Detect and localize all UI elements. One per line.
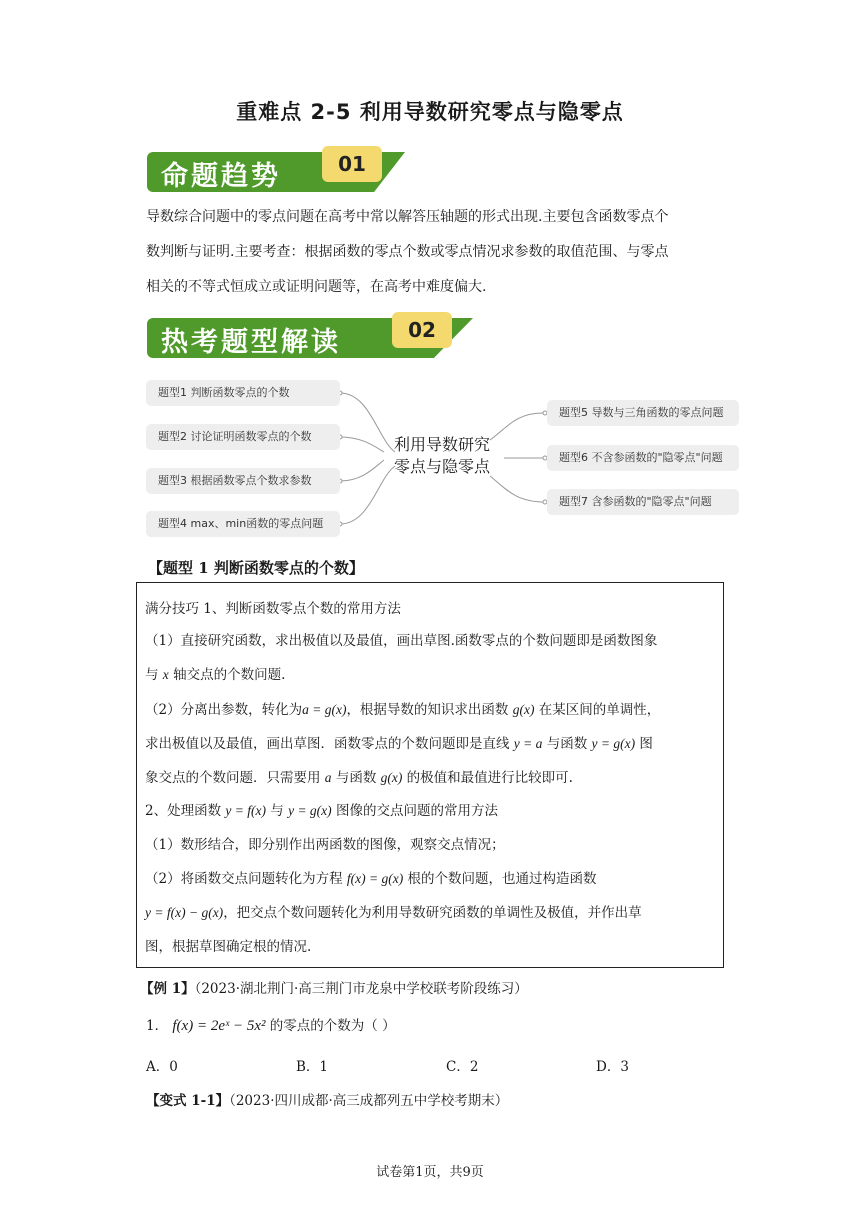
tips-line-11: 图，根据草图确定根的情况. xyxy=(145,939,312,955)
tips-line-10: y = f(x) − g(x)，把交点个数问题转化为利用导数研究函数的单调性及极值，并作出草 xyxy=(145,905,642,921)
variant-1-1-source: （2023·四川成都·高三成都列五中学校考期末） xyxy=(229,1093,509,1109)
mindmap-center-line2: 零点与隐零点 xyxy=(393,457,490,476)
tips-line-4: （2）分离出参数，转化为a = g(x)，根据导数的知识求出函数 g(x) 在某区间的单调性， xyxy=(145,702,661,718)
tips-line-7: 2、处理函数 y = f(x) 与 y = g(x) 图像的交点问题的常用方法 xyxy=(145,803,498,819)
example-1-question: 1． f(x) = 2eˣ − 5x² 的零点的个数为（ ） xyxy=(146,1018,396,1034)
mindmap-topic-3: 题型3 根据函数零点个数求参数 xyxy=(146,468,340,494)
intro-line-1: 导数综合问题中的零点问题在高考中常以解答压轴题的形式出现.主要包含函数零点个 xyxy=(146,209,669,225)
page-footer: 试卷第1页，共9页 xyxy=(376,1165,484,1180)
mindmap-topic-5: 题型5 导数与三角函数的零点问题 xyxy=(547,400,739,426)
variant-1-1-heading xyxy=(146,1089,508,1109)
trend-banner-label: 命题趋势 xyxy=(161,161,281,192)
tips-line-3: 与 x 轴交点的个数问题. xyxy=(145,667,286,683)
option-c: C．2 xyxy=(446,1059,479,1075)
option-a: A．0 xyxy=(146,1059,178,1075)
page-title: 重难点 2-5 利用导数研究零点与隐零点 xyxy=(236,100,624,124)
intro-line-3: 相关的不等式恒成立或证明问题等，在高考中难度偏大. xyxy=(146,279,487,295)
example-1-label: 【例 1】 xyxy=(140,981,195,997)
option-d: D．3 xyxy=(596,1059,629,1075)
example-1-heading xyxy=(140,977,528,997)
mindmap-topic-2: 题型2 讨论证明函数零点的个数 xyxy=(146,424,340,450)
mindmap-topic-4: 题型4 max、min函数的零点问题 xyxy=(146,511,340,537)
mindmap-center xyxy=(380,434,504,478)
example-1-expression: f(x) = 2eˣ − 5x² xyxy=(172,1018,266,1034)
example-1-source: （2023·湖北荆门·高三荆门市龙泉中学校联考阶段练习） xyxy=(194,981,528,997)
hot-topics-banner xyxy=(147,314,473,358)
mindmap-topic-6: 题型6 不含参函数的"隐零点"问题 xyxy=(547,445,739,471)
option-b: B．1 xyxy=(296,1059,329,1075)
hot-topics-banner-number: 02 xyxy=(392,312,452,348)
intro-line-2: 数判断与证明.主要考查：根据函数的零点个数或零点情况求参数的取值范围、与零点 xyxy=(146,244,669,260)
tips-line-9: （2）将函数交点问题转化为方程 f(x) = g(x) 根的个数问题，也通过构造函数 xyxy=(145,871,597,887)
mindmap-topic-1: 题型1 判断函数零点的个数 xyxy=(146,380,340,406)
tips-line-2: （1）直接研究函数，求出极值以及最值，画出草图.函数零点的个数问题即是函数图象 xyxy=(145,633,658,649)
tips-line-6: 象交点的个数问题．只需要用 a 与函数 g(x) 的极值和最值进行比较即可. xyxy=(145,770,573,786)
trend-banner xyxy=(147,148,405,192)
mindmap-topic-7: 题型7 含参函数的"隐零点"问题 xyxy=(547,489,739,515)
tips-line-1: 满分技巧 1、判断函数零点个数的常用方法 xyxy=(145,601,401,617)
section-heading-1: 【题型 1 判断函数零点的个数】 xyxy=(148,559,364,577)
tips-box xyxy=(136,582,724,968)
trend-banner-number: 01 xyxy=(322,146,382,182)
tips-line-5: 求出极值以及最值，画出草图．函数零点的个数问题即是直线 y = a 与函数 y = g(x) 图 xyxy=(145,736,653,752)
variant-1-1-label: 【变式 1-1】 xyxy=(146,1093,230,1109)
intro-paragraph xyxy=(146,200,721,305)
hot-topics-banner-label: 热考题型解读 xyxy=(161,327,341,358)
tips-line-8: （1）数形结合，即分别作出两函数的图像，观察交点情况； xyxy=(145,837,505,853)
mindmap-center-line1: 利用导数研究 xyxy=(393,435,490,454)
